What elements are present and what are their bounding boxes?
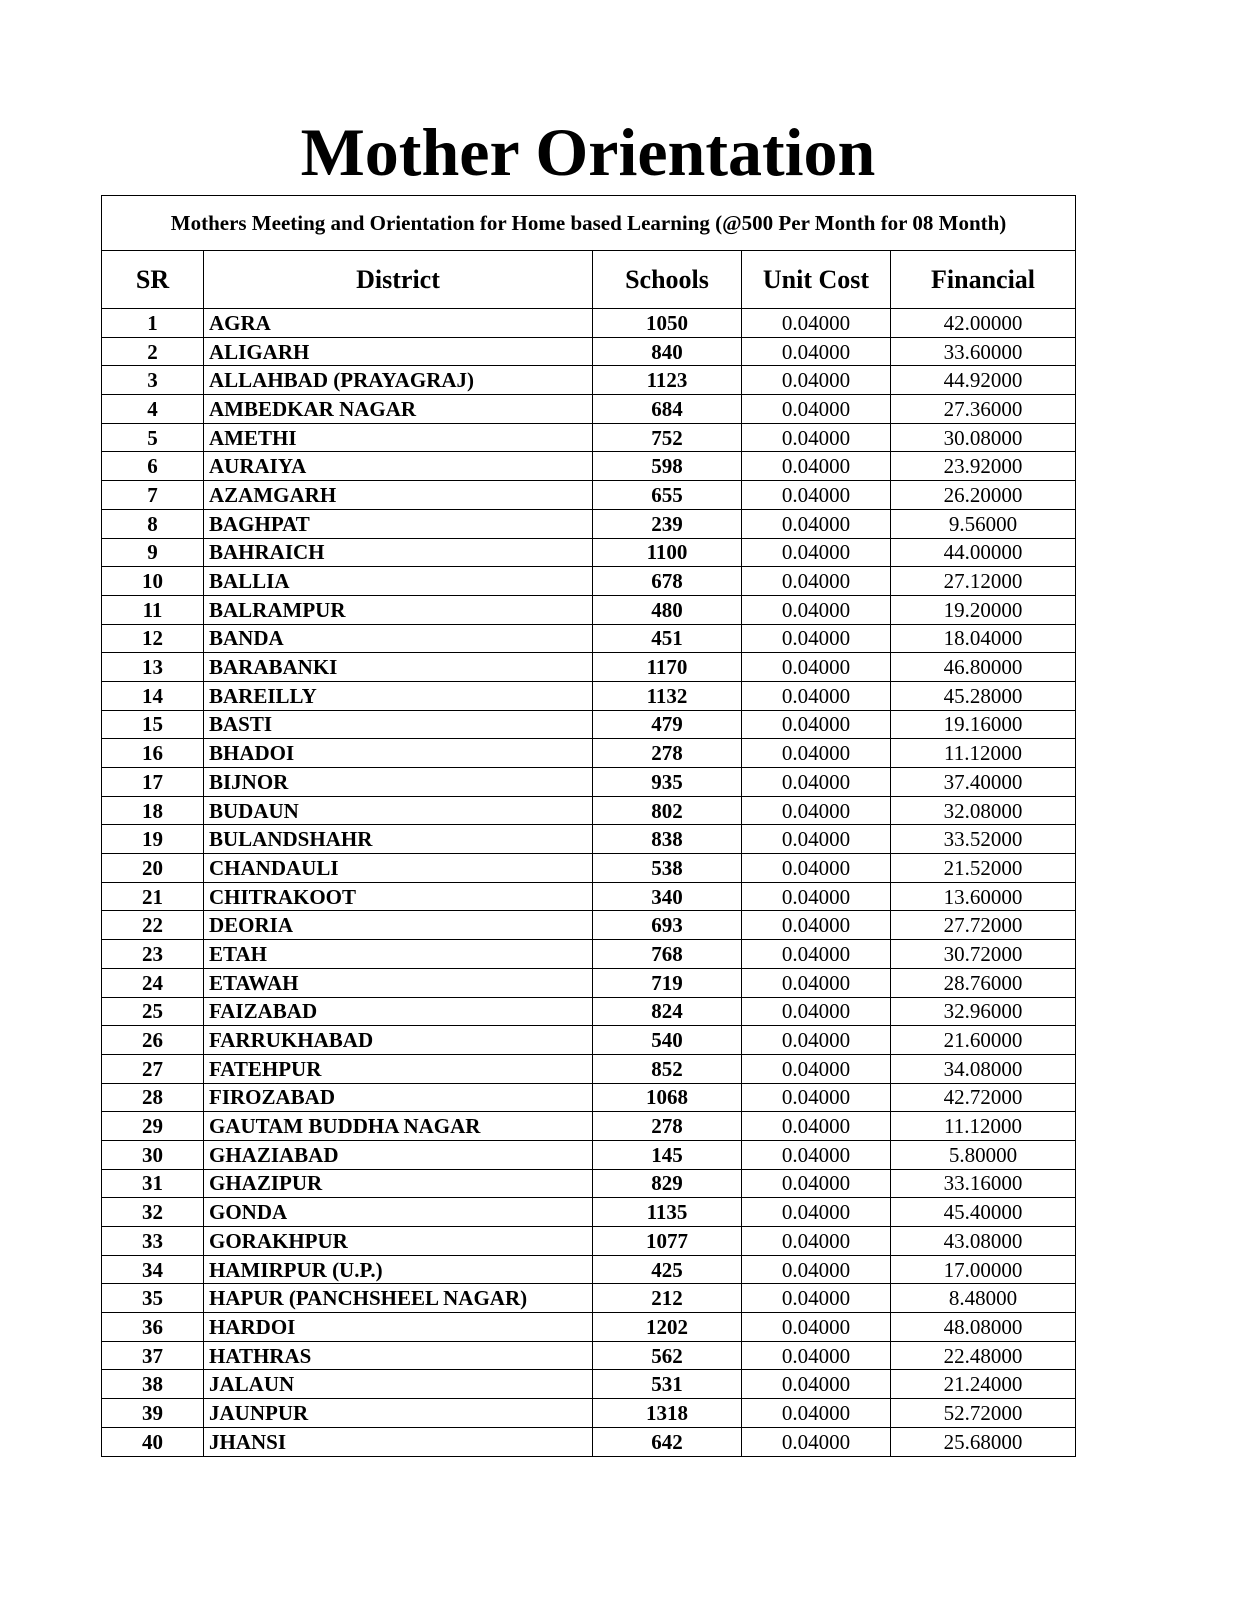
table-row [102, 739, 1076, 768]
cell-district: HARDOI [204, 1313, 593, 1342]
cell-schools: 1077 [593, 1227, 742, 1256]
cell-district: AMETHI [204, 423, 593, 452]
cell-district: FAIZABAD [204, 997, 593, 1026]
cell-district: GONDA [204, 1198, 593, 1227]
table-row [102, 940, 1076, 969]
cell-district: BIJNOR [204, 768, 593, 797]
cell-sr: 33 [102, 1227, 204, 1256]
cell-financial: 32.08000 [891, 796, 1076, 825]
cell-financial: 23.92000 [891, 452, 1076, 481]
cell-financial: 42.00000 [891, 309, 1076, 338]
cell-schools: 824 [593, 997, 742, 1026]
cell-district: GHAZIABAD [204, 1140, 593, 1169]
cell-schools: 655 [593, 481, 742, 510]
cell-schools: 829 [593, 1169, 742, 1198]
table-row [102, 796, 1076, 825]
cell-unit-cost: 0.04000 [742, 337, 891, 366]
column-header-financial: Financial [891, 251, 1076, 309]
cell-schools: 752 [593, 423, 742, 452]
table-row [102, 366, 1076, 395]
cell-unit-cost: 0.04000 [742, 768, 891, 797]
table-row [102, 624, 1076, 653]
cell-district: BUDAUN [204, 796, 593, 825]
cell-sr: 17 [102, 768, 204, 797]
cell-sr: 27 [102, 1054, 204, 1083]
cell-unit-cost: 0.04000 [742, 1083, 891, 1112]
cell-unit-cost: 0.04000 [742, 1341, 891, 1370]
cell-financial: 9.56000 [891, 509, 1076, 538]
cell-district: JHANSI [204, 1427, 593, 1456]
cell-unit-cost: 0.04000 [742, 366, 891, 395]
cell-schools: 598 [593, 452, 742, 481]
cell-district: AMBEDKAR NAGAR [204, 395, 593, 424]
cell-district: BAHRAICH [204, 538, 593, 567]
table-row [102, 309, 1076, 338]
cell-financial: 33.52000 [891, 825, 1076, 854]
cell-sr: 32 [102, 1198, 204, 1227]
cell-financial: 43.08000 [891, 1227, 1076, 1256]
cell-unit-cost: 0.04000 [742, 1227, 891, 1256]
cell-financial: 22.48000 [891, 1341, 1076, 1370]
cell-sr: 14 [102, 681, 204, 710]
cell-financial: 11.12000 [891, 1112, 1076, 1141]
cell-unit-cost: 0.04000 [742, 1284, 891, 1313]
column-header-schools: Schools [593, 251, 742, 309]
cell-sr: 22 [102, 911, 204, 940]
cell-financial: 11.12000 [891, 739, 1076, 768]
cell-district: JAUNPUR [204, 1399, 593, 1428]
cell-sr: 7 [102, 481, 204, 510]
table-row [102, 1284, 1076, 1313]
cell-sr: 11 [102, 595, 204, 624]
cell-sr: 26 [102, 1026, 204, 1055]
cell-schools: 212 [593, 1284, 742, 1313]
cell-unit-cost: 0.04000 [742, 509, 891, 538]
cell-district: BALLIA [204, 567, 593, 596]
cell-sr: 38 [102, 1370, 204, 1399]
table-row [102, 1140, 1076, 1169]
table-row [102, 710, 1076, 739]
cell-sr: 31 [102, 1169, 204, 1198]
cell-financial: 5.80000 [891, 1140, 1076, 1169]
cell-sr: 21 [102, 882, 204, 911]
cell-schools: 719 [593, 968, 742, 997]
cell-unit-cost: 0.04000 [742, 1054, 891, 1083]
cell-schools: 278 [593, 1112, 742, 1141]
cell-financial: 33.60000 [891, 337, 1076, 366]
cell-unit-cost: 0.04000 [742, 825, 891, 854]
cell-district: CHANDAULI [204, 854, 593, 883]
cell-financial: 28.76000 [891, 968, 1076, 997]
cell-financial: 45.40000 [891, 1198, 1076, 1227]
table-row [102, 567, 1076, 596]
cell-schools: 1050 [593, 309, 742, 338]
cell-district: GAUTAM BUDDHA NAGAR [204, 1112, 593, 1141]
table-caption-row [102, 196, 1076, 251]
orientation-table [101, 195, 1076, 1457]
cell-schools: 340 [593, 882, 742, 911]
cell-schools: 1068 [593, 1083, 742, 1112]
cell-unit-cost: 0.04000 [742, 1169, 891, 1198]
cell-schools: 1135 [593, 1198, 742, 1227]
cell-sr: 1 [102, 309, 204, 338]
table-row [102, 1427, 1076, 1456]
cell-sr: 19 [102, 825, 204, 854]
cell-schools: 239 [593, 509, 742, 538]
cell-financial: 8.48000 [891, 1284, 1076, 1313]
table-row [102, 997, 1076, 1026]
cell-schools: 540 [593, 1026, 742, 1055]
cell-sr: 6 [102, 452, 204, 481]
table-row [102, 1399, 1076, 1428]
cell-unit-cost: 0.04000 [742, 911, 891, 940]
table-body [102, 309, 1076, 1457]
cell-financial: 44.92000 [891, 366, 1076, 395]
table-row [102, 1313, 1076, 1342]
table-row [102, 1370, 1076, 1399]
table-row [102, 882, 1076, 911]
cell-sr: 16 [102, 739, 204, 768]
cell-district: BANDA [204, 624, 593, 653]
cell-schools: 1318 [593, 1399, 742, 1428]
table-row [102, 1198, 1076, 1227]
cell-sr: 39 [102, 1399, 204, 1428]
table-row [102, 1169, 1076, 1198]
cell-sr: 40 [102, 1427, 204, 1456]
cell-financial: 30.08000 [891, 423, 1076, 452]
cell-sr: 28 [102, 1083, 204, 1112]
cell-sr: 10 [102, 567, 204, 596]
cell-sr: 2 [102, 337, 204, 366]
cell-schools: 451 [593, 624, 742, 653]
cell-sr: 36 [102, 1313, 204, 1342]
cell-unit-cost: 0.04000 [742, 997, 891, 1026]
page-title: Mother Orientation [300, 114, 876, 190]
cell-schools: 840 [593, 337, 742, 366]
cell-schools: 1132 [593, 681, 742, 710]
cell-financial: 48.08000 [891, 1313, 1076, 1342]
cell-district: HATHRAS [204, 1341, 593, 1370]
cell-sr: 4 [102, 395, 204, 424]
cell-sr: 5 [102, 423, 204, 452]
cell-district: DEORIA [204, 911, 593, 940]
table-row [102, 538, 1076, 567]
cell-sr: 30 [102, 1140, 204, 1169]
cell-district: ETAWAH [204, 968, 593, 997]
cell-unit-cost: 0.04000 [742, 940, 891, 969]
cell-unit-cost: 0.04000 [742, 882, 891, 911]
cell-financial: 21.24000 [891, 1370, 1076, 1399]
cell-schools: 145 [593, 1140, 742, 1169]
cell-schools: 642 [593, 1427, 742, 1456]
cell-district: FIROZABAD [204, 1083, 593, 1112]
cell-financial: 27.36000 [891, 395, 1076, 424]
cell-financial: 18.04000 [891, 624, 1076, 653]
table-row [102, 395, 1076, 424]
column-header-district: District [204, 251, 593, 309]
table-row [102, 768, 1076, 797]
table-row [102, 1026, 1076, 1055]
table-header-row [102, 251, 1076, 309]
cell-unit-cost: 0.04000 [742, 854, 891, 883]
table-row [102, 968, 1076, 997]
table-row [102, 1227, 1076, 1256]
cell-sr: 18 [102, 796, 204, 825]
cell-sr: 9 [102, 538, 204, 567]
cell-schools: 1123 [593, 366, 742, 395]
cell-unit-cost: 0.04000 [742, 739, 891, 768]
cell-sr: 34 [102, 1255, 204, 1284]
cell-district: ALIGARH [204, 337, 593, 366]
table-row [102, 452, 1076, 481]
cell-financial: 19.20000 [891, 595, 1076, 624]
table-row [102, 337, 1076, 366]
cell-unit-cost: 0.04000 [742, 1427, 891, 1456]
cell-district: BARABANKI [204, 653, 593, 682]
table-row [102, 854, 1076, 883]
cell-district: BALRAMPUR [204, 595, 593, 624]
cell-schools: 480 [593, 595, 742, 624]
cell-financial: 27.72000 [891, 911, 1076, 940]
cell-schools: 693 [593, 911, 742, 940]
cell-sr: 24 [102, 968, 204, 997]
cell-unit-cost: 0.04000 [742, 538, 891, 567]
cell-financial: 52.72000 [891, 1399, 1076, 1428]
cell-sr: 35 [102, 1284, 204, 1313]
cell-financial: 17.00000 [891, 1255, 1076, 1284]
cell-schools: 684 [593, 395, 742, 424]
cell-financial: 37.40000 [891, 768, 1076, 797]
cell-financial: 19.16000 [891, 710, 1076, 739]
cell-district: FARRUKHABAD [204, 1026, 593, 1055]
cell-unit-cost: 0.04000 [742, 567, 891, 596]
cell-sr: 37 [102, 1341, 204, 1370]
table-row [102, 509, 1076, 538]
table-row [102, 423, 1076, 452]
cell-unit-cost: 0.04000 [742, 481, 891, 510]
table-row [102, 1255, 1076, 1284]
cell-district: BHADOI [204, 739, 593, 768]
cell-district: BAREILLY [204, 681, 593, 710]
cell-schools: 538 [593, 854, 742, 883]
cell-unit-cost: 0.04000 [742, 1026, 891, 1055]
cell-schools: 678 [593, 567, 742, 596]
cell-financial: 46.80000 [891, 653, 1076, 682]
cell-financial: 44.00000 [891, 538, 1076, 567]
cell-financial: 21.60000 [891, 1026, 1076, 1055]
cell-sr: 29 [102, 1112, 204, 1141]
cell-schools: 531 [593, 1370, 742, 1399]
column-header-sr: SR [102, 251, 204, 309]
cell-sr: 8 [102, 509, 204, 538]
cell-schools: 852 [593, 1054, 742, 1083]
cell-sr: 13 [102, 653, 204, 682]
cell-unit-cost: 0.04000 [742, 968, 891, 997]
cell-schools: 768 [593, 940, 742, 969]
cell-financial: 21.52000 [891, 854, 1076, 883]
cell-schools: 1100 [593, 538, 742, 567]
cell-unit-cost: 0.04000 [742, 423, 891, 452]
cell-unit-cost: 0.04000 [742, 1140, 891, 1169]
cell-financial: 27.12000 [891, 567, 1076, 596]
cell-schools: 802 [593, 796, 742, 825]
table-row [102, 653, 1076, 682]
cell-financial: 45.28000 [891, 681, 1076, 710]
cell-sr: 3 [102, 366, 204, 395]
cell-unit-cost: 0.04000 [742, 1370, 891, 1399]
cell-unit-cost: 0.04000 [742, 1399, 891, 1428]
table-row [102, 1112, 1076, 1141]
table-row [102, 911, 1076, 940]
cell-district: GORAKHPUR [204, 1227, 593, 1256]
table-row [102, 1341, 1076, 1370]
cell-unit-cost: 0.04000 [742, 395, 891, 424]
cell-schools: 278 [593, 739, 742, 768]
cell-financial: 26.20000 [891, 481, 1076, 510]
cell-unit-cost: 0.04000 [742, 309, 891, 338]
cell-sr: 12 [102, 624, 204, 653]
cell-district: JALAUN [204, 1370, 593, 1399]
cell-financial: 25.68000 [891, 1427, 1076, 1456]
cell-district: GHAZIPUR [204, 1169, 593, 1198]
cell-district: AURAIYA [204, 452, 593, 481]
cell-schools: 425 [593, 1255, 742, 1284]
table-row [102, 481, 1076, 510]
cell-sr: 15 [102, 710, 204, 739]
cell-unit-cost: 0.04000 [742, 653, 891, 682]
cell-schools: 935 [593, 768, 742, 797]
cell-district: BULANDSHAHR [204, 825, 593, 854]
cell-district: BASTI [204, 710, 593, 739]
cell-sr: 25 [102, 997, 204, 1026]
cell-district: HAPUR (PANCHSHEEL NAGAR) [204, 1284, 593, 1313]
cell-schools: 479 [593, 710, 742, 739]
cell-financial: 42.72000 [891, 1083, 1076, 1112]
cell-schools: 1202 [593, 1313, 742, 1342]
table-row [102, 595, 1076, 624]
cell-unit-cost: 0.04000 [742, 1255, 891, 1284]
cell-district: ALLAHBAD (PRAYAGRAJ) [204, 366, 593, 395]
cell-financial: 33.16000 [891, 1169, 1076, 1198]
cell-district: ETAH [204, 940, 593, 969]
cell-unit-cost: 0.04000 [742, 681, 891, 710]
cell-sr: 20 [102, 854, 204, 883]
cell-sr: 23 [102, 940, 204, 969]
cell-unit-cost: 0.04000 [742, 710, 891, 739]
cell-district: HAMIRPUR (U.P.) [204, 1255, 593, 1284]
cell-district: FATEHPUR [204, 1054, 593, 1083]
cell-unit-cost: 0.04000 [742, 1112, 891, 1141]
cell-district: AGRA [204, 309, 593, 338]
table-row [102, 1054, 1076, 1083]
cell-unit-cost: 0.04000 [742, 595, 891, 624]
cell-schools: 562 [593, 1341, 742, 1370]
table-row [102, 681, 1076, 710]
cell-district: AZAMGARH [204, 481, 593, 510]
table-row [102, 825, 1076, 854]
cell-unit-cost: 0.04000 [742, 624, 891, 653]
cell-financial: 13.60000 [891, 882, 1076, 911]
cell-district: BAGHPAT [204, 509, 593, 538]
cell-unit-cost: 0.04000 [742, 1313, 891, 1342]
cell-unit-cost: 0.04000 [742, 796, 891, 825]
cell-financial: 34.08000 [891, 1054, 1076, 1083]
cell-unit-cost: 0.04000 [742, 1198, 891, 1227]
cell-financial: 32.96000 [891, 997, 1076, 1026]
cell-unit-cost: 0.04000 [742, 452, 891, 481]
cell-district: CHITRAKOOT [204, 882, 593, 911]
table-caption: Mothers Meeting and Orientation for Home based Learning (@500 Per Month for 08 Month) [102, 196, 1076, 251]
cell-schools: 1170 [593, 653, 742, 682]
table-row [102, 1083, 1076, 1112]
column-header-unit-cost: Unit Cost [742, 251, 891, 309]
cell-financial: 30.72000 [891, 940, 1076, 969]
cell-schools: 838 [593, 825, 742, 854]
